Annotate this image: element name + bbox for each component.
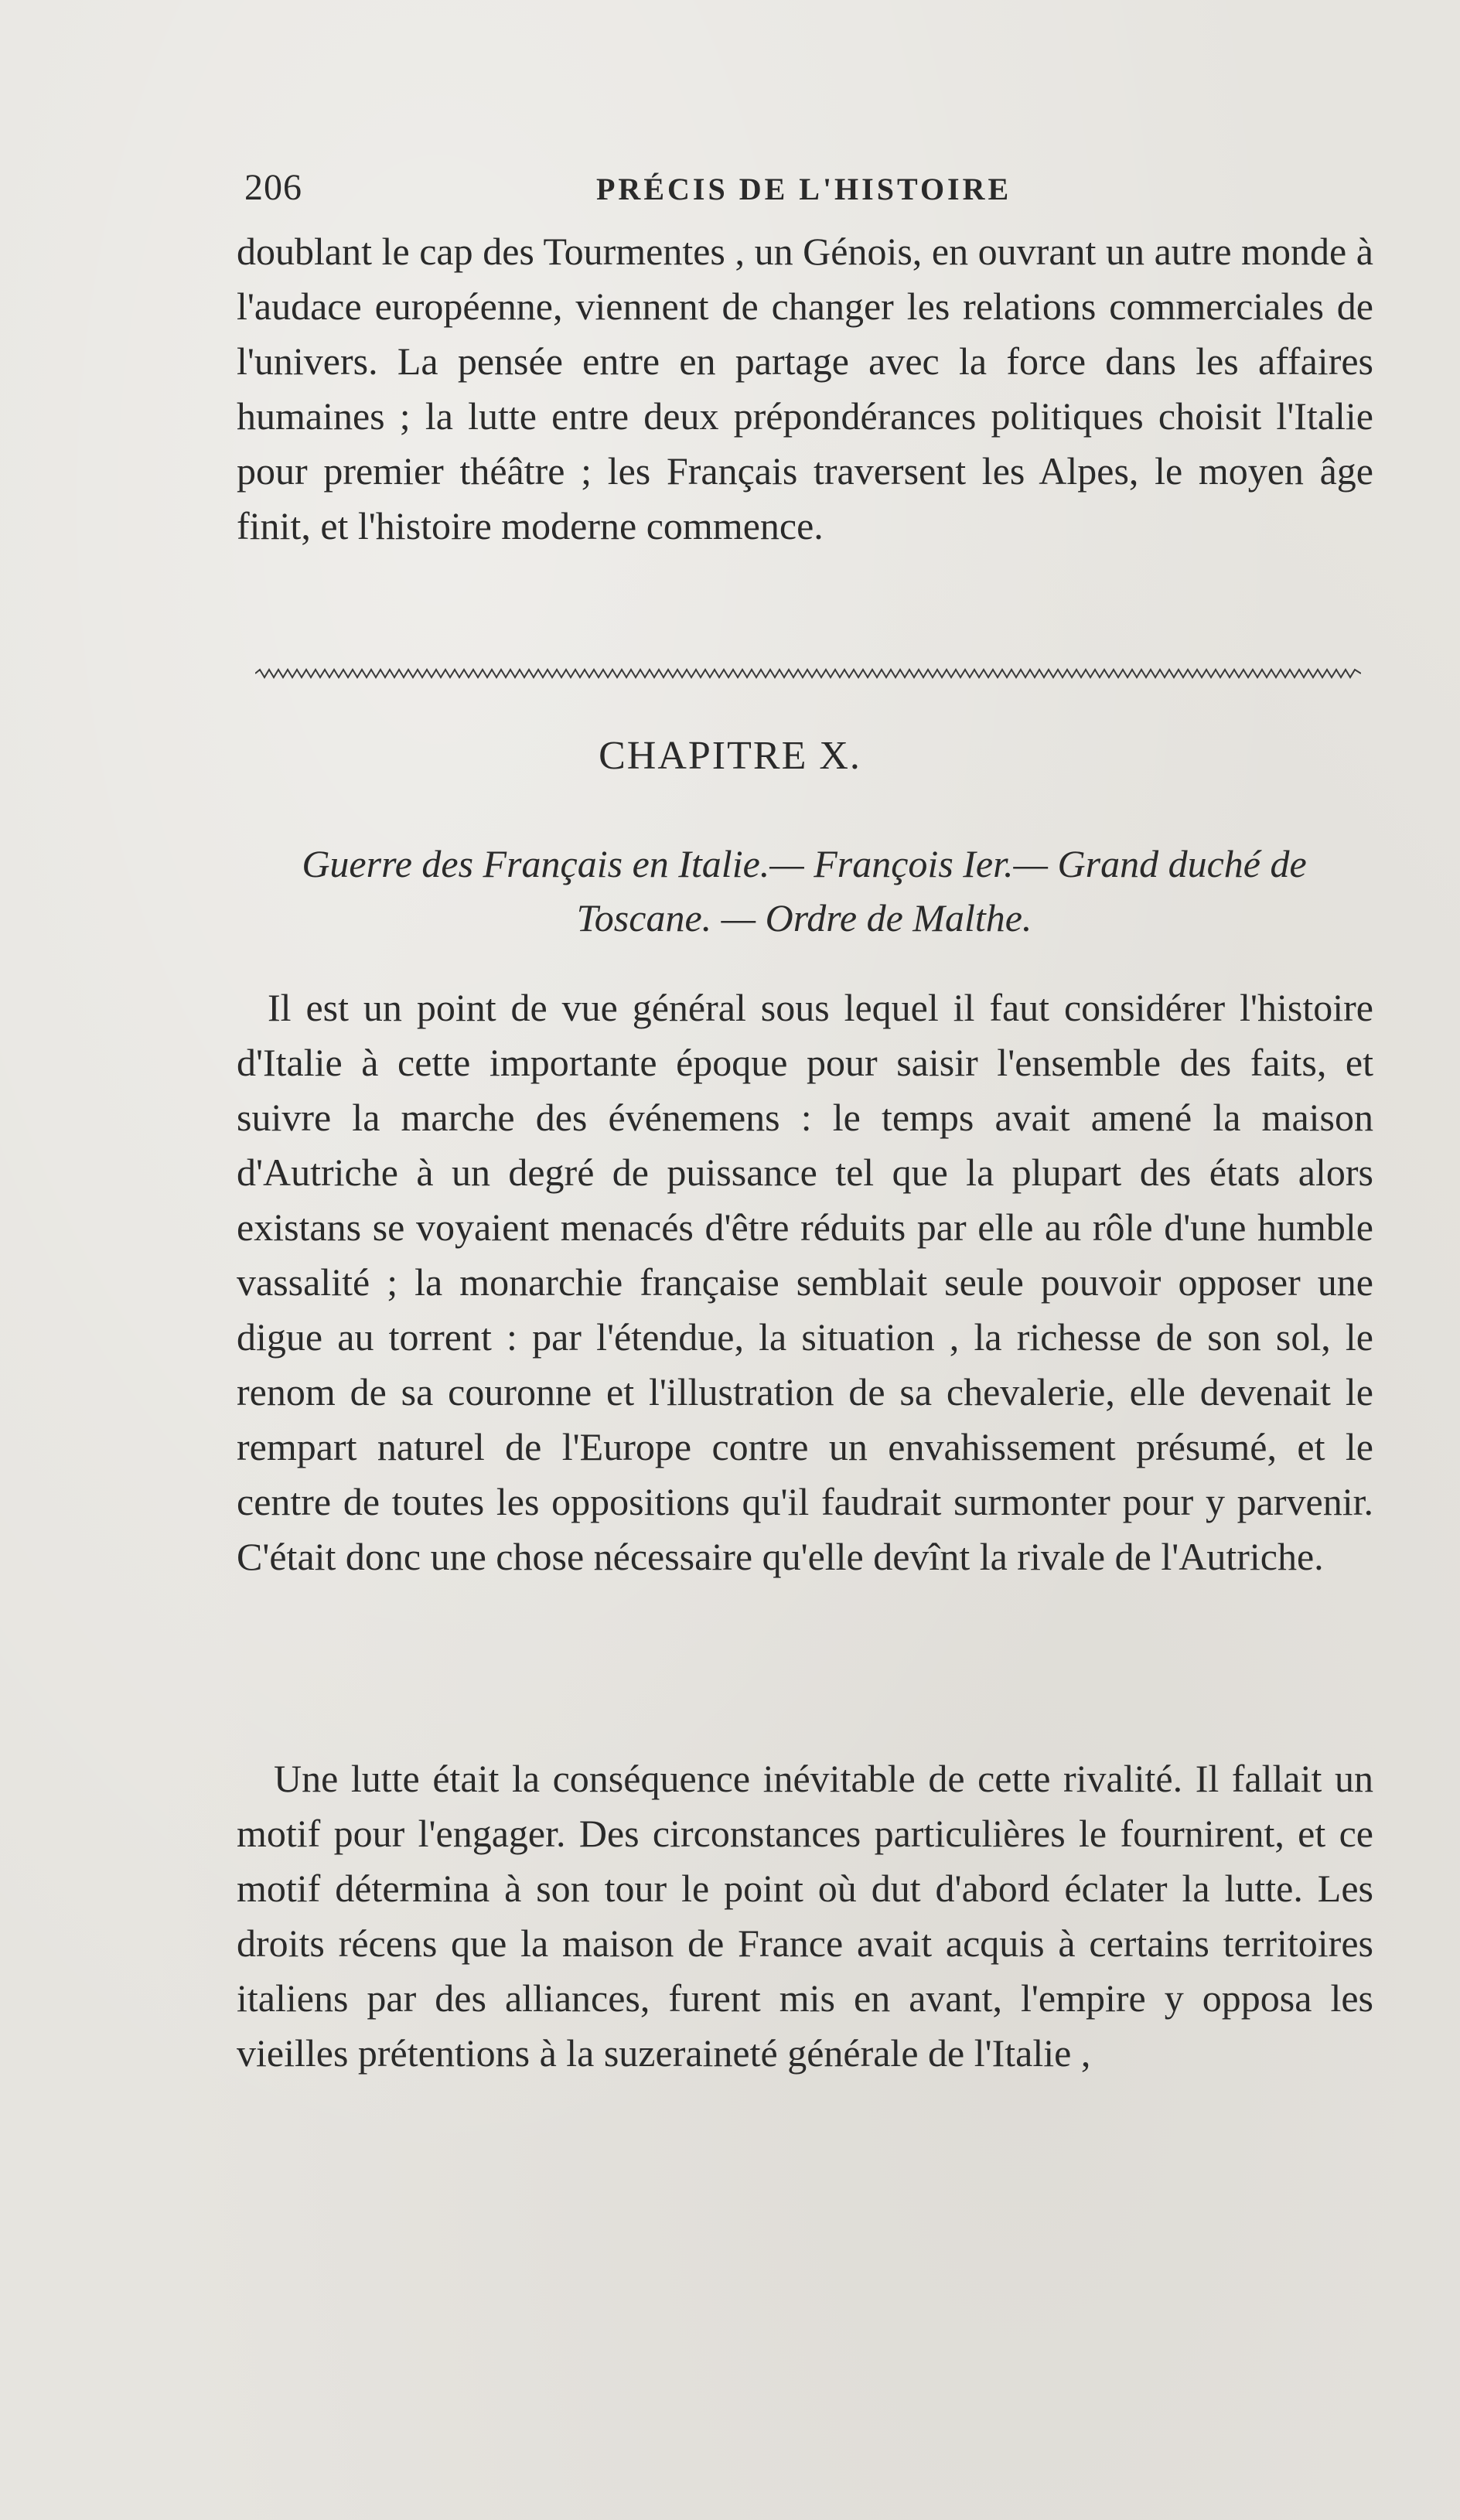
page-header (244, 166, 1361, 213)
intro-paragraph: doublant le cap des Tourmentes , un Génois, en ouvrant un autre monde à l'audace européenne, viennent de changer les relations commerciales de l'univers. La pensée entre en partage avec la force dans les affaires humaines ; la lutte entre deux prépondérances politiques choisit l'Italie pour premier théâtre ; les Français traversent les Alpes, le moyen âge finit, et l'histoire moderne commence. (237, 230, 1373, 547)
chapter-subtitle: Guerre des Français en Italie.— François Ier.— Grand duché de Toscane. — Ordre de Malthe. (302, 842, 1307, 939)
ornamental-divider (255, 668, 1361, 679)
running-head: PRÉCIS DE L'HISTOIRE (596, 172, 1012, 206)
body-paragraph: Il est un point de vue général sous lequel il faut considérer l'histoire d'Italie à cette importante époque pour saisir l'ensemble des faits, et suivre la marche des événemens : le temps avait amené la maison d'Autriche à un degré de puissance tel que la plupart des états alors existans se voyaient menacés d'être réduits par elle au rôle d'une humble vassalité ; la monarchie française semblait seule pouvoir opposer une digue au torrent : par l'étendue, la situation , la richesse de son sol, le renom de sa couronne et l'illustration de sa chevalerie, elle devenait le rempart naturel de l'Europe contre un envahissement présumé, et le centre de toutes les oppositions qu'il faudrait surmonter pour y parvenir. C'était donc une chose nécessaire qu'elle devînt la rivale de l'Autriche. (237, 986, 1373, 1578)
chapter-title: CHAPITRE X. (599, 734, 861, 778)
page-number: 206 (244, 167, 302, 208)
body-paragraph: Une lutte était la conséquence inévitable de cette rivalité. Il fallait un motif pour l'engager. Des circonstances particulières le fournirent, et ce motif détermina à son tour le point où dut d'abord éclater la lutte. Les droits récens que la maison de France avait acquis à certains territoires italiens par des alliances, furent mis en avant, l'empire y opposa les vieilles prétentions à la suzeraineté générale de l'Italie , (237, 1757, 1373, 2075)
